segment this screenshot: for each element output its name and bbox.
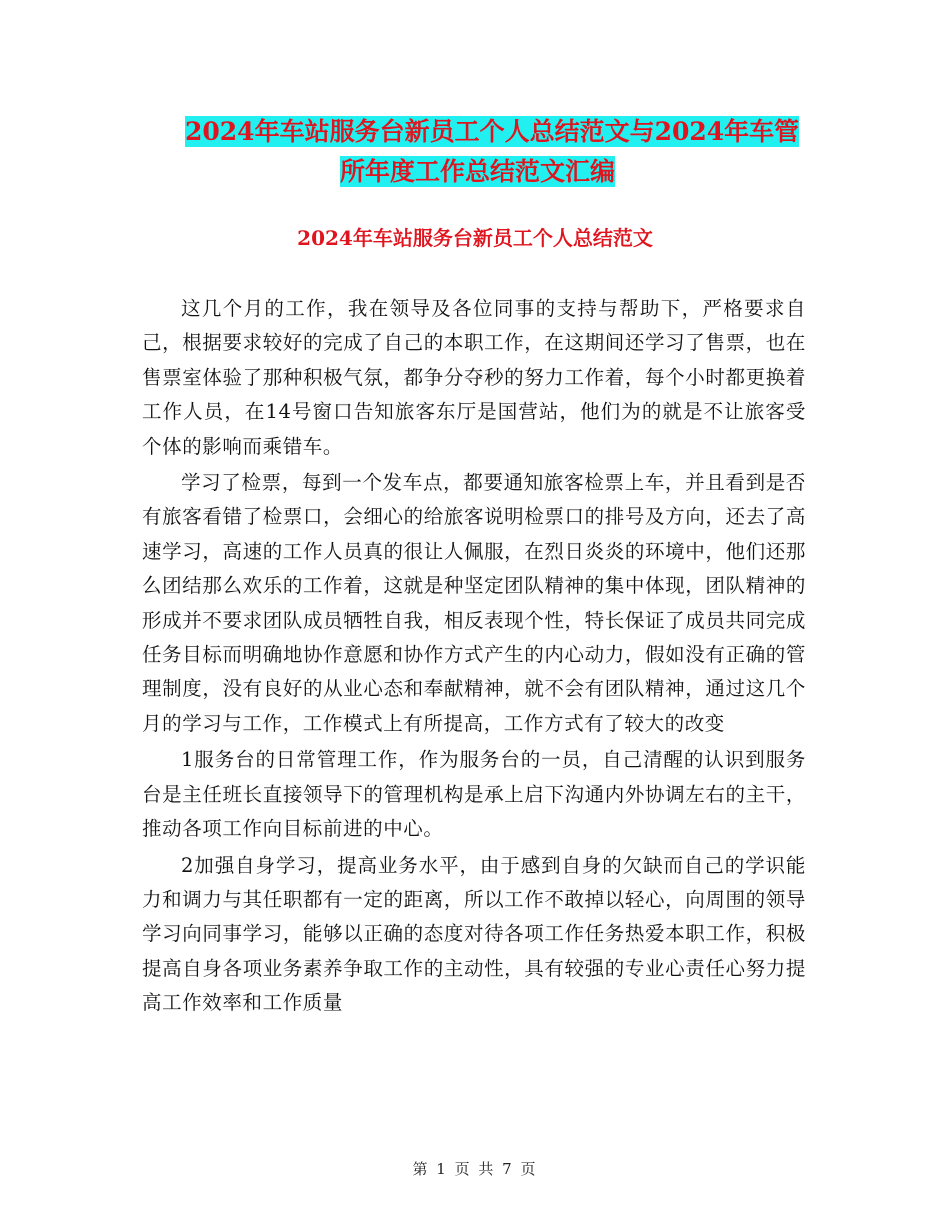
- document-title-line-2: 所年度工作总结范文汇编: [340, 157, 616, 186]
- section-title: 2024年车站服务台新员工个人总结范文: [297, 226, 653, 250]
- paragraph: 2加强自身学习，提高业务水平，由于感到自身的欠缺而自己的学识能力和调力与其任职都有一定的距离，所以工作不敢掉以轻心，向周围的领导学习向同事学习，能够以正确的态度对待各项工作任务热爱本职工作，积极提高自身各项业务素养争取工作的主动性，具有较强的专业心责任心努力提高工作效率和工作质量: [142, 853, 806, 1015]
- page-footer: 第 1 页 共 7 页: [412, 1160, 538, 1178]
- document-title: [185, 112, 825, 192]
- paragraph: 这几个月的工作，我在领导及各位同事的支持与帮助下，严格要求自己，根据要求较好的完成了自己的本职工作，在这期间还学习了售票，也在售票室体验了那种积极气氛，都争分夺秒的努力工作着，每个小时都更换着工作人员，在14号窗口告知旅客东厅是国营站，他们为的就是不让旅客受个体的影响而乘错车。: [142, 297, 806, 458]
- paragraph: 1服务台的日常管理工作，作为服务台的一员，自己清醒的认识到服务台是主任班长直接领导下的管理机构是承上启下沟通内外协调左右的主干，推动各项工作向目标前进的中心。: [142, 748, 806, 841]
- document-title-line-1: 2024年车站服务台新员工个人总结范文与2024年车管: [185, 117, 800, 146]
- document-body: [142, 292, 806, 1023]
- paragraph: 学习了检票，每到一个发车点，都要通知旅客检票上车，并且看到是否有旅客看错了检票口，会细心的给旅客说明检票口的排号及方向，还去了高速学习，高速的工作人员真的很让人佩服，在烈日炎炎的环境中，他们还那么团结那么欢乐的工作着，这就是种坚定团队精神的集中体现，团队精神的形成并不要求团队成员牺牲自我，相反表现个性，特长保证了成员共同完成任务目标而明确地协作意愿和协作方式产生的内心动力，假如没有正确的管理制度，没有良好的从业心态和奉献精神，就不会有团队精神，通过这几个月的学习与工作，工作模式上有所提高，工作方式有了较大的改变: [142, 471, 806, 735]
